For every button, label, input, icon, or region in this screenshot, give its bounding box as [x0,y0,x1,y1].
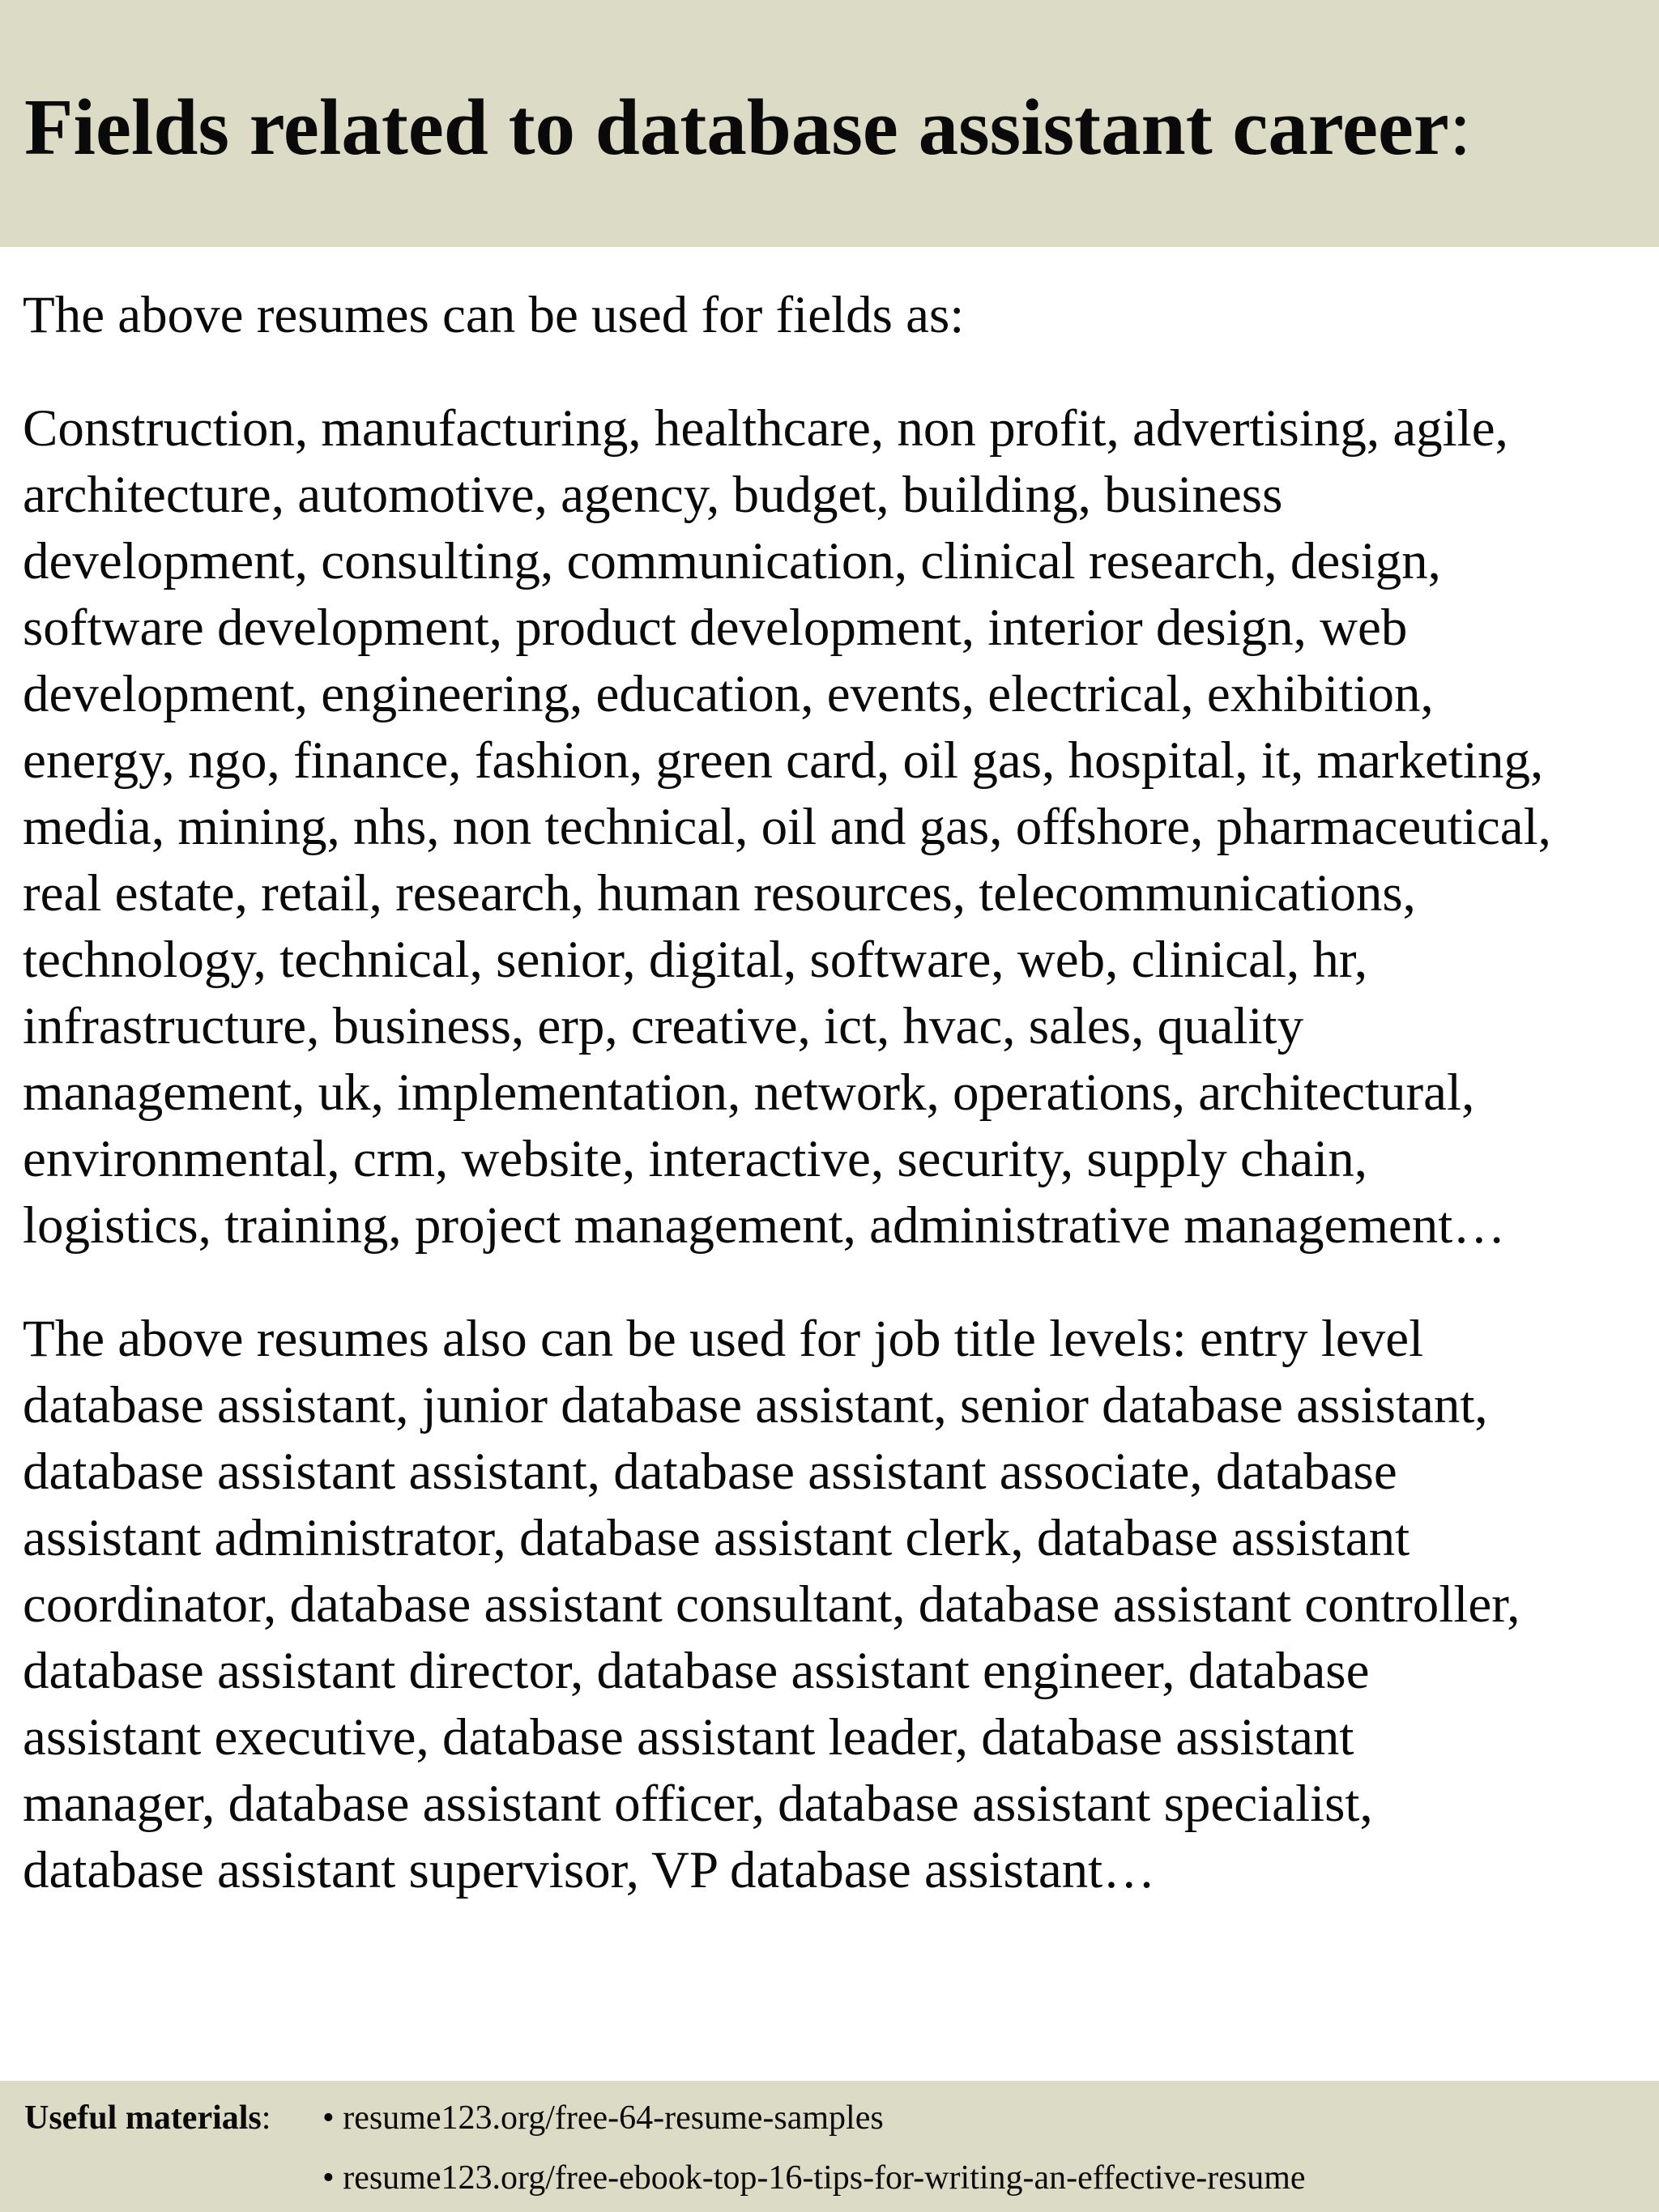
levels-line: database assistant supervisor, VP database assistant… [23,1841,1156,1899]
useful-materials-label [24,2096,271,2140]
useful-materials-label-sep: : [261,2099,271,2137]
levels-line: manager, database assistant officer, database assistant specialist, [23,1775,1373,1833]
levels-line: database assistant, junior database assistant, senior database assistant, [23,1376,1488,1434]
fields-paragraph [23,395,1643,1259]
fields-line: management, uk, implementation, network, operations, architectural, [23,1063,1475,1122]
page-title-text: Fields related to database assistant career [24,83,1449,172]
fields-line: Construction, manufacturing, healthcare, non profit, advertising, agile, [23,399,1508,458]
fields-line: technology, technical, senior, digital, software, web, clinical, hr, [23,931,1368,989]
levels-line: coordinator, database assistant consultant, database assistant controller, [23,1575,1520,1634]
fields-line: development, engineering, education, events, electrical, exhibition, [23,665,1434,723]
levels-line: database assistant director, database assistant engineer, database [23,1642,1370,1700]
fields-line: infrastructure, business, erp, creative, ict, hvac, sales, quality [23,997,1304,1055]
fields-line: real estate, retail, research, human resources, telecommunications, [23,864,1416,923]
main-content [23,282,1643,1903]
fields-line: media, mining, nhs, non technical, oil and gas, offshore, pharmaceutical, [23,798,1551,856]
levels-line: assistant administrator, database assistant clerk, database assistant [23,1509,1410,1567]
fields-line: architecture, automotive, agency, budget, building, business [23,466,1283,524]
fields-line: logistics, training, project management, administrative management… [23,1196,1506,1255]
intro-text: The above resumes can be used for fields as: [23,286,965,344]
resume-samples-link[interactable]: • resume123.org/free-64-resume-samples [322,2099,884,2137]
fields-line: environmental, crm, website, interactive, security, supply chain, [23,1130,1367,1188]
fields-line: software development, product development, interior design, web [23,599,1408,657]
ebook-tips-link[interactable]: • resume123.org/free-ebook-top-16-tips-for-writing-an-effective-resume [322,2159,1306,2197]
fields-line: development, consulting, communication, clinical research, design, [23,532,1441,590]
useful-materials-label-text: Useful materials [24,2099,262,2137]
page-title-colon: : [1448,83,1472,172]
levels-line: database assistant assistant, database assistant associate, database [23,1443,1397,1501]
fields-line: energy, ngo, finance, fashion, green card, oil gas, hospital, it, marketing, [23,731,1544,790]
levels-line: The above resumes also can be used for job title levels: entry level [23,1310,1424,1368]
levels-line: assistant executive, database assistant leader, database assistant [23,1708,1354,1767]
job-levels-paragraph [23,1306,1643,1903]
page-title [24,79,1471,177]
